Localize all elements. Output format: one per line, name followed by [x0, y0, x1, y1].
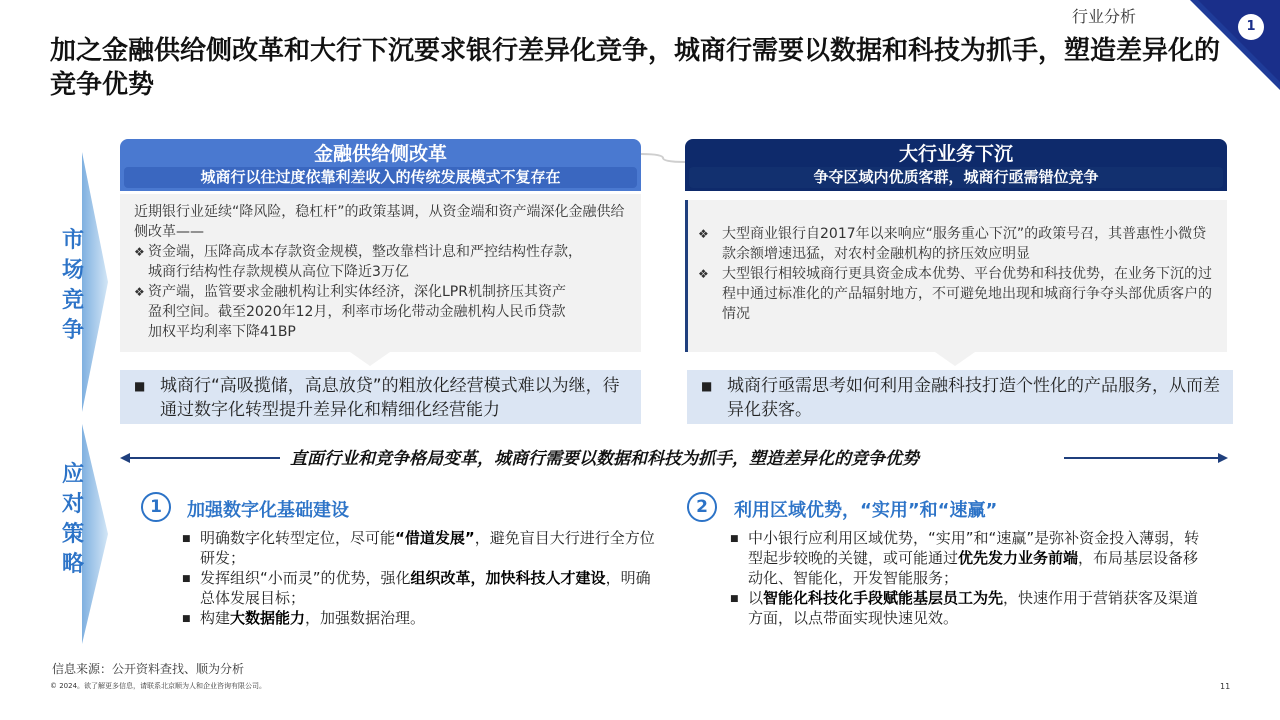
diamond-bullet-icon: ❖: [698, 267, 709, 281]
strategy-title-2: 利用区域优势，“实用”和“速赢”: [734, 500, 998, 521]
list-item: ❖ 资金端，压降高成本存款资金规模，整改靠档计息和严控结构性存款， 城商行结构性存款规模从高位下降近3万亿: [134, 244, 582, 280]
right-conclusion: [687, 370, 1233, 424]
right-panel-header: [685, 139, 1227, 191]
diamond-bullet-icon: ❖: [698, 227, 709, 241]
left-panel-subtitle: 城商行以往过度依靠利差收入的传统发展模式不复存在: [200, 168, 561, 186]
square-bullet-icon: ■: [182, 574, 191, 584]
market-competition-label: 市 场 竞 争: [61, 228, 84, 343]
list-item: ■ 明确数字化转型定位，尽可能“借道发展”，避免盲目大行进行全方位研发；: [182, 529, 655, 567]
list-item: ■ 中小银行应利用区域优势，“实用”和“速赢”是弥补资金投入薄弱，转型起步较晚的关键，或可能通过优先发力业务前端，布局基层设备移动化、智能化，开发智能服务；: [730, 529, 1200, 587]
strategy-title-1: 加强数字化基础建设: [187, 500, 349, 521]
strategy-label: 应 对 策 略: [61, 462, 84, 577]
list-item: ❖ 大型商业银行自2017年以来响应“服务重心下沉”的政策号召，其普惠性小微贷款余额增速迅猛，对农村金融机构的挤压效应明显: [698, 226, 1207, 262]
left-panel-subtitle-bar: [124, 167, 637, 188]
right-panel-title: 大行业务下沉: [898, 143, 1013, 165]
strategy-banner: 直面行业和竞争格局变革，城商行需要以数据和科技为抓手，塑造差异化的竞争优势: [290, 449, 919, 469]
diamond-bullet-icon: ❖: [134, 285, 145, 299]
square-bullet-icon: ■: [730, 534, 739, 544]
left-panel-intro: 近期银行业延续“降风险，稳杠杆”的政策基调，从资金端和资产端深化金融供给侧改革——: [134, 204, 625, 240]
left-conclusion-text: 城商行“高吸揽储，高息放贷”的粗放化经营模式难以为继，待通过数字化转型提升差异化和精细化经营能力: [160, 376, 620, 420]
square-bullet-icon: ■: [730, 594, 739, 604]
square-bullet-icon: ■: [701, 379, 713, 393]
square-bullet-icon: ■: [182, 614, 191, 624]
strategy-number-1: 1: [141, 492, 171, 522]
left-conclusion: [120, 370, 641, 424]
page-number: 11: [1220, 682, 1231, 691]
strategy-list-2: [730, 528, 1200, 628]
diamond-bullet-icon: ❖: [134, 245, 145, 259]
panel-connector: [641, 152, 685, 164]
right-panel-body: [685, 200, 1227, 352]
left-panel-header: [120, 139, 641, 191]
left-down-pointer: [350, 352, 390, 366]
list-item: ■ 构建大数据能力，加强数据治理。: [182, 609, 426, 627]
right-panel-subtitle-bar: [689, 167, 1223, 188]
list-item: ❖ 资产端，监管要求金融机构让利实体经济，深化LPR机制挤压其资产 盈利空间。截至2020年12月，利率市场化带动金融机构人民币贷款 加权平均利率下降41BP: [134, 284, 566, 340]
section-tag: 行业分析: [1072, 7, 1137, 26]
list-item: ❖ 大型银行相较城商行更具资金成本优势、平台优势和科技优势，在业务下沉的过程中通过标准化的产品辐射地方，不可避免地出现和城商行争夺头部优质客户的情况: [698, 266, 1212, 322]
left-panel-body: [120, 194, 641, 352]
list-item: ■ 以智能化科技化手段赋能基层员工为先，快速作用于营销获客及渠道方面，以点带面实现快速见效。: [730, 589, 1199, 627]
list-item: ■ 发挥组织“小而灵”的优势，强化组织改革，加快科技人才建设，明确总体发展目标；: [182, 569, 651, 607]
section-number-badge: 1: [1238, 14, 1264, 40]
strategy-number-2: 2: [687, 492, 717, 522]
copyright-note: © 2024。欲了解更多信息，请联系北京顺为人和企业咨询有限公司。: [50, 682, 267, 690]
square-bullet-icon: ■: [134, 379, 146, 393]
left-panel-title: 金融供给侧改革: [313, 143, 447, 165]
square-bullet-icon: ■: [182, 534, 191, 544]
right-down-pointer: [935, 352, 975, 366]
right-conclusion-text: 城商行亟需思考如何利用金融科技打造个性化的产品服务，从而差异化获客。: [727, 376, 1220, 420]
right-panel-subtitle: 争夺区域内优质客群，城商行亟需错位竞争: [813, 168, 1099, 186]
page-title: 加之金融供给侧改革和大行下沉要求银行差异化竞争，城商行需要以数据和科技为抓手，塑造差异化的竞争优势: [50, 36, 1221, 100]
strategy-list-1: [182, 528, 662, 629]
source-note: 信息来源：公开资料查找、顺为分析: [52, 662, 245, 676]
